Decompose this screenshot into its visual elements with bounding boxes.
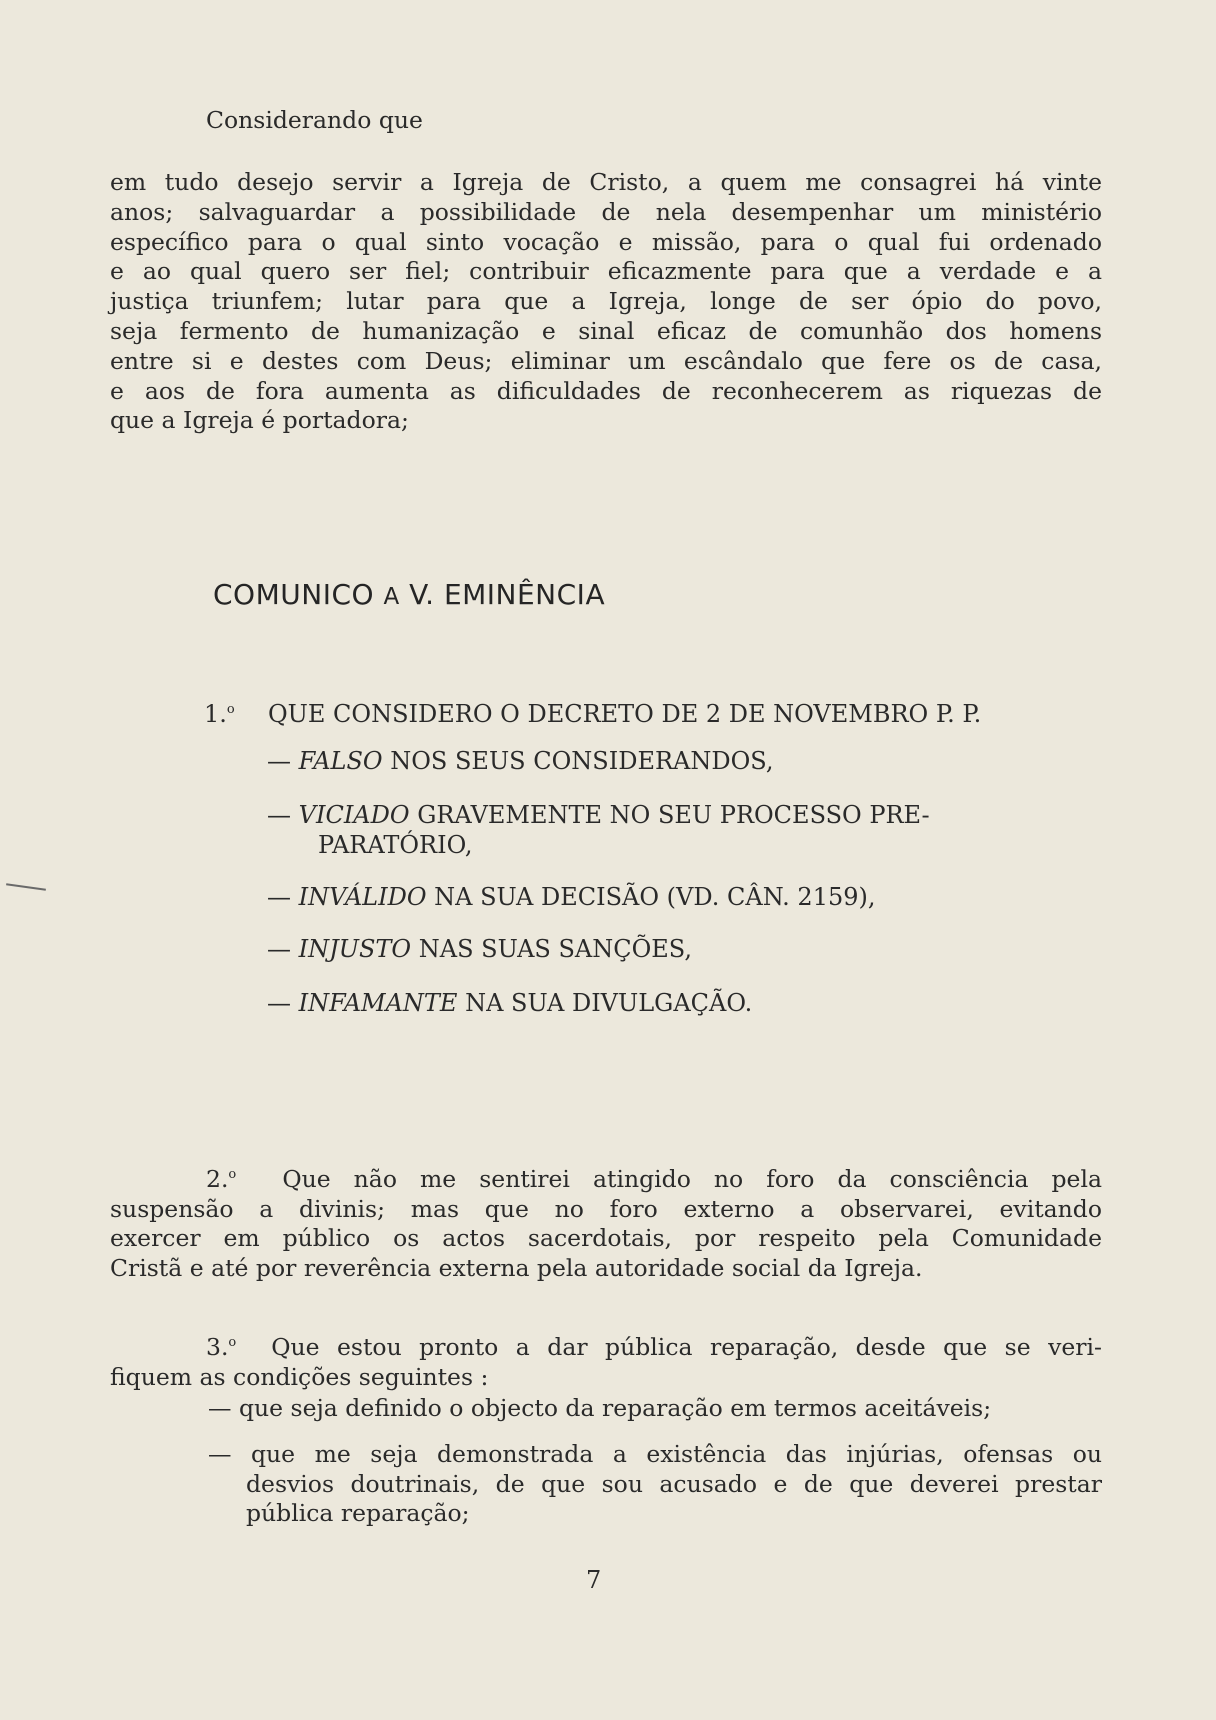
- decree-item: — INJUSTO NAS SUAS SANÇÕES,: [267, 935, 693, 963]
- text-line: desvios doutrinais, de que sou acusado e de que deverei prestar: [246, 1469, 1102, 1498]
- text-line: e aos de fora aumenta as dificuldades de reconhecerem as riquezas de: [110, 376, 1102, 405]
- section-heading: [213, 578, 605, 611]
- text-line: entre si e destes com Deus; eliminar um escândalo que fere os de casa,: [110, 346, 1102, 375]
- condition-item: [208, 1440, 1102, 1529]
- text-line: anos; salvaguardar a possibilidade de nela desempenhar um ministério: [110, 197, 1102, 226]
- text-line: pública reparação;: [246, 1499, 470, 1527]
- item-keyword: FALSO: [298, 747, 383, 775]
- text-line: — que seja definido o objecto da reparação em termos aceitáveis;: [208, 1394, 992, 1422]
- paragraph-considerations: [110, 168, 1102, 436]
- text-line: que a Igreja é portadora;: [110, 406, 409, 435]
- text-line: exercer em público os actos sacerdotais, por respeito pela Comunidade: [110, 1224, 1102, 1252]
- paragraph-point-2: [110, 1160, 1102, 1283]
- point-number: 1.$^o$: [204, 700, 235, 728]
- paragraph-point-3: [110, 1328, 1102, 1392]
- text-line: — que me seja demonstrada a existência das injúrias, ofensas ou: [208, 1440, 1102, 1468]
- decree-item: — INVÁLIDO NA SUA DECISÃO (VD. CÂN. 2159),: [267, 883, 876, 911]
- heading-word: A: [383, 584, 400, 610]
- text-line: suspensão a divinis; mas que no foro externo a observarei, evitando: [110, 1194, 1102, 1223]
- decree-item: — FALSO NOS SEUS CONSIDERANDOS,: [267, 747, 774, 775]
- text-line: fiquem as condições seguintes :: [110, 1362, 489, 1391]
- text-line: Cristã e até por reverência externa pela autoridade social da Igreja.: [110, 1253, 923, 1282]
- heading-word: V. EMINÊNCIA: [409, 578, 606, 611]
- text-line: seja fermento de humanização e sinal eficaz de comunhão dos homens: [110, 316, 1102, 345]
- intro-text: Considerando que: [206, 106, 423, 134]
- decree-item: — INFAMANTE NA SUA DIVULGAÇÃO.: [267, 989, 753, 1017]
- text-line: 3.$^o$ Que estou pronto a dar pública reparação, desde que se veri-: [206, 1333, 1102, 1361]
- decree-statement: QUE CONSIDERO O DECRETO DE 2 DE NOVEMBRO P. P.: [268, 700, 982, 728]
- condition-item: [208, 1394, 1102, 1424]
- heading-word: COMUNICO: [213, 578, 375, 611]
- text-line: justiça triunfem; lutar para que a Igreja, longe de ser ópio do povo,: [110, 287, 1102, 316]
- item-keyword: INVÁLIDO: [298, 883, 427, 911]
- margin-mark: [6, 883, 46, 891]
- item-keyword: INFAMANTE: [298, 989, 458, 1017]
- item-keyword: INJUSTO: [298, 935, 412, 963]
- page-number: 7: [586, 1566, 602, 1594]
- text-line: em tudo desejo servir a Igreja de Cristo, a quem me consagrei há vinte: [110, 168, 1102, 196]
- item-keyword: VICIADO: [298, 801, 410, 829]
- text-line: 2.$^o$ Que não me sentirei atingido no foro da consciência pela: [206, 1165, 1102, 1193]
- decree-item: — VICIADO GRAVEMENTE NO SEU PROCESSO PRE- PARATÓRIO,: [267, 801, 930, 859]
- text-line: específico para o qual sinto vocação e missão, para o qual fui ordenado: [110, 227, 1102, 256]
- text-line: e ao qual quero ser fiel; contribuir eficazmente para que a verdade e a: [110, 257, 1102, 286]
